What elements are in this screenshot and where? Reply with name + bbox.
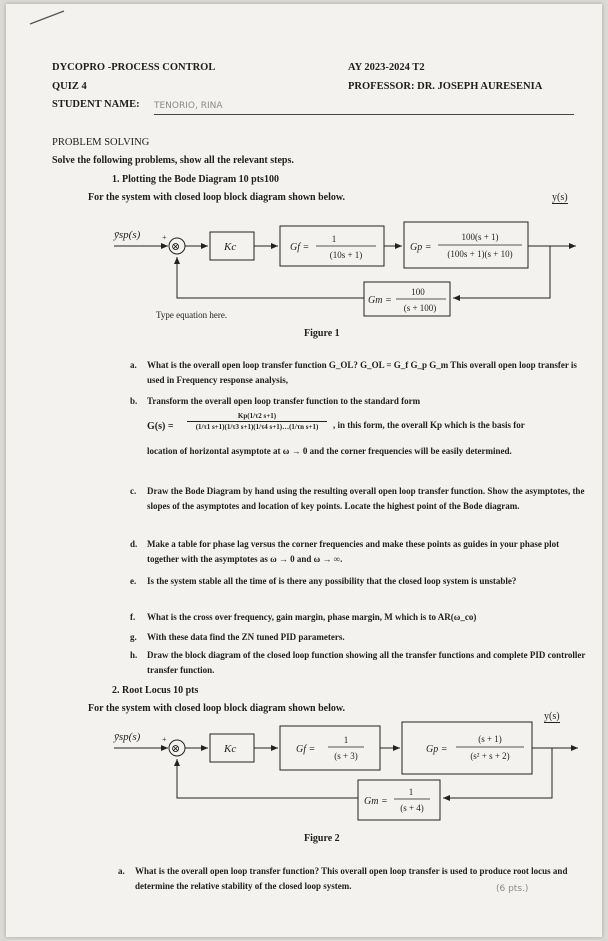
fig2-gp-label: Gp = xyxy=(426,744,448,755)
student-name-handwritten: TENORIO, RINA xyxy=(154,101,223,111)
fig1-gm-denominator: (s + 100) xyxy=(403,303,437,313)
fig2-gm-label: Gm = xyxy=(364,796,388,807)
name-underline xyxy=(154,114,574,115)
p1-b-form-fraction xyxy=(187,412,327,431)
fig2-setpoint-label: ȳsp(s) xyxy=(114,731,141,743)
figure-1-block-diagram xyxy=(106,212,596,342)
fig2-gm-denominator: (s + 4) xyxy=(400,803,424,813)
fig2-gf-label: Gf = xyxy=(296,744,316,755)
fig2-summer-x: ⊗ xyxy=(171,743,181,755)
fig1-gp-numerator: 100(s + 1) xyxy=(461,232,499,242)
fig1-gf-label: Gf = xyxy=(290,242,310,253)
quiz-page: DYCOPRO -PROCESS CONTROL AY 2023-2024 T2 QUIZ 4 PROFESSOR: DR. JOSEPH AURESENIA STUDENT NAME: TENORIO, RINA PROBLEM SOLVING Solve the following problems, show all the relevant steps. 1. Plotting the Bode Diagram 10 pts100 For the system with closed loop block diagram shown below. y(s) ȳsp(s) + ⊗ Kc Gf = 1 (10s + 1) Gp = 100(s + 1) (100s + 1)(s + 10) Gm = 100 (s + 100) Type equation here. Figure 1 a. What is the overall open loop transfer function G_OL? G_OL = G_f G_p G_m This overall open loop transfer is used in Frequency response analysis, b. Transform the overall open loop transfer function to the standard form G(s) = Kp(1/τ2 s+1) (1/τ1 s+1)(1/τ3 s+1)(1/τ4 s+1)…(1/τn s+1) , in this form, the overall Kp which is the basis for location of horizontal asymptote at ω → 0 and the corner frequencies will be easily determined. c. Draw the Bode Diagram by hand using the resulting overall open loop transfer function. Show the asymptotes, the slopes of the asymptotes and location of key points. Locate the highest point of the Bode diagram. d. Make a table for phase lag versus the corner frequencies and make these points as guides in your phase plot together with the asymptotes as ω → 0 and ω → ∞. e. Is the system stable all the time of is there any possibility that the closed loop system is unstable? f. What is the cross over frequency, gain margin, phase margin, M which is to AR(ω_co) g. With these data find the ZN tuned PID parameters. h. Draw the block diagram of the closed loop function showing all the transfer functions and complete PID controller transfer function. 2. Root Locus 10 pts For the system with closed loop block diagram shown below. y(s) ȳsp(s) + ⊗ Kc Gf = 1 (s + 3) Gp = (s + 1) (s² + s + 2) Gm = 1 (s + 4) Figure 2 a. What is the overall open loop transfer function? This overall open loop transfer is used to produce root locus and determine the relative stability of the closed loop system. (6 pts.) xyxy=(6,4,602,937)
quiz-number: QUIZ 4 xyxy=(52,81,87,92)
p1-b-form-prefix: G(s) = xyxy=(147,421,174,432)
fig2-gf-denominator: (s + 3) xyxy=(334,751,358,761)
instructions: Solve the following problems, show all the relevant steps. xyxy=(52,155,294,166)
p1-b-form-bar xyxy=(187,421,327,422)
fig2-gf-block xyxy=(280,726,380,770)
fig2-plus-sign: + xyxy=(162,735,167,744)
fig2-gp-denominator: (s² + s + 2) xyxy=(470,751,510,761)
problem-2-intro: For the system with closed loop block diagram shown below. xyxy=(88,703,346,714)
professor: PROFESSOR: DR. JOSEPH AURESENIA xyxy=(348,81,543,92)
fig2-gp-numerator: (s + 1) xyxy=(478,734,502,744)
fig1-gm-numerator: 100 xyxy=(411,287,425,297)
fig1-kc-label: Kc xyxy=(224,241,237,253)
student-name-label: STUDENT NAME: xyxy=(52,99,140,110)
p2-a-handwritten-note: (6 pts.) xyxy=(496,884,529,894)
figure-1-caption: Figure 1 xyxy=(304,328,340,339)
fig1-setpoint-label: ȳsp(s) xyxy=(114,229,141,241)
p1-b-form-numerator: Kp(1/τ2 s+1) xyxy=(237,412,277,420)
fig2-feedback-path-left xyxy=(177,759,358,798)
pen-stroke-mark xyxy=(28,8,68,28)
fig2-gf-numerator: 1 xyxy=(343,735,349,745)
fig1-summer-x: ⊗ xyxy=(171,241,181,253)
academic-year: AY 2023-2024 T2 xyxy=(348,62,425,73)
p1-b-form-denominator: (1/τ1 s+1)(1/τ3 s+1)(1/τ4 s+1)…(1/τn s+1) xyxy=(195,423,319,431)
fig1-feedback-path-left xyxy=(177,257,364,298)
problem-1-title: 1. Plotting the Bode Diagram 10 pts100 xyxy=(112,174,279,185)
fig1-gp-label: Gp = xyxy=(410,242,432,253)
fig1-gf-numerator: 1 xyxy=(331,234,337,244)
figure-2-caption: Figure 2 xyxy=(304,833,340,844)
course-title: DYCOPRO -PROCESS CONTROL xyxy=(52,62,216,73)
fig1-gm-label: Gm = xyxy=(368,295,392,306)
problem-2-title: 2. Root Locus 10 pts xyxy=(112,685,199,696)
fig1-placeholder-text: Type equation here. xyxy=(156,310,228,320)
fig1-plus-sign: + xyxy=(162,233,167,242)
fig2-gp-block xyxy=(402,722,532,774)
fig1-gp-denominator: (100s + 1)(s + 10) xyxy=(447,249,513,259)
fig2-kc-label: Kc xyxy=(224,743,237,755)
fig1-gf-denominator: (10s + 1) xyxy=(329,250,363,260)
problem-1-intro: For the system with closed loop block diagram shown below. xyxy=(88,192,346,203)
section-title: PROBLEM SOLVING xyxy=(52,137,150,148)
figure-2-block-diagram xyxy=(106,720,596,830)
fig2-gm-numerator: 1 xyxy=(408,787,414,797)
figure2-output-label-top: y(s) xyxy=(544,711,560,722)
figure1-output-label-top: y(s) xyxy=(552,192,568,203)
